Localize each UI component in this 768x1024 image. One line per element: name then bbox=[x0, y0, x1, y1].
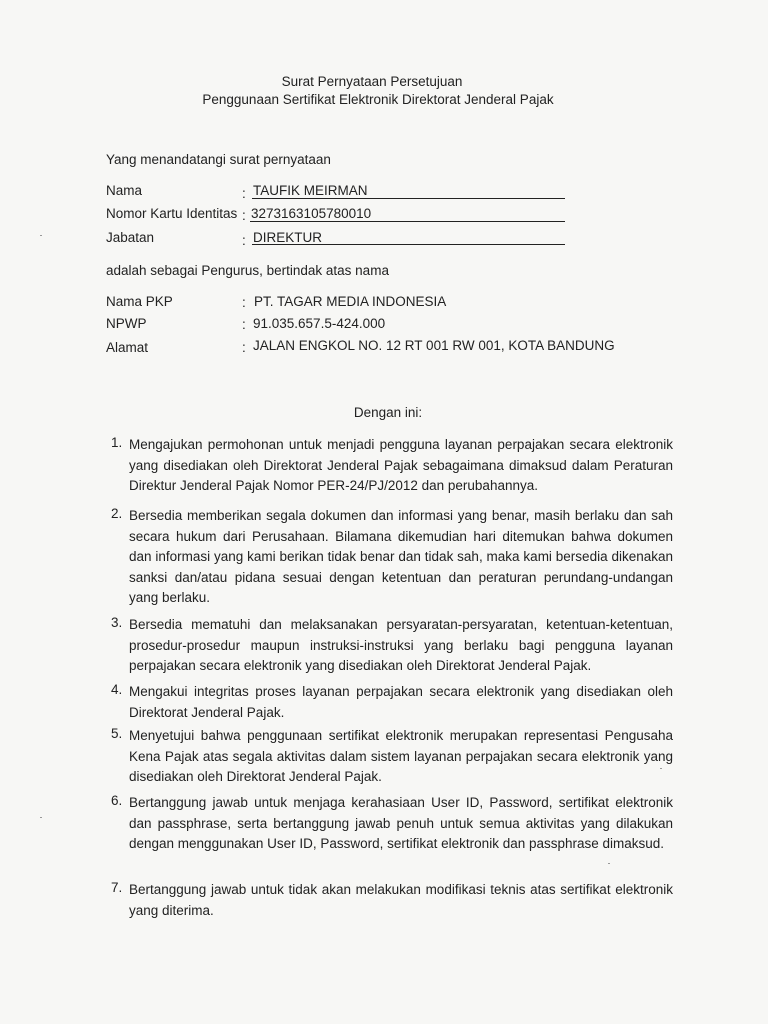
field-label: NPWP bbox=[106, 316, 147, 331]
on-behalf-text: adalah sebagai Pengurus, bertindak atas nama bbox=[106, 263, 389, 278]
document-subtitle: Penggunaan Sertifikat Elektronik Direktorat Jenderal Pajak bbox=[202, 92, 554, 107]
item-text: Bersedia memberikan segala dokumen dan informasi yang benar, masih berlaku dan sah secara hukum dari Perusahaan. Bilamana dikemudian hari ditemukan bahwa dokumen dan informasi yang kami berikan tidak benar dan tidak sah, maka kami bersedia dikenakan sanksi dan/atau pidana sesuai dengan ketentuan dan peraturan perundang-undangan yang berlaku. bbox=[129, 508, 673, 605]
field-label: Alamat bbox=[106, 340, 149, 355]
item-text: Mengakui integritas proses layanan perpajakan secara elektronik yang disediakan oleh Direktorat Jenderal Pajak. bbox=[129, 684, 673, 720]
item-number: 4. bbox=[111, 682, 123, 697]
field-label: Jabatan bbox=[106, 230, 155, 245]
scan-speck bbox=[660, 768, 662, 769]
item-text: Menyetujui bahwa penggunaan sertifikat elektronik merupakan representasi Pengusaha Kena Pajak atas segala aktivitas dalam sistem layanan perpajakan secara elektronik yang disediakan oleh Direktorat Jenderal Pajak. bbox=[129, 728, 673, 784]
company-name-value: PT. TAGAR MEDIA INDONESIA bbox=[254, 294, 447, 309]
field-colon: : bbox=[242, 186, 246, 201]
company-address-value: JALAN ENGKOL NO. 12 RT 001 RW 001, KOTA BANDUNG bbox=[253, 338, 615, 353]
company-npwp-value: 91.035.657.5-424.000 bbox=[253, 316, 386, 331]
document-title: Surat Pernyataan Persetujuan bbox=[281, 74, 463, 89]
field-label: Nama bbox=[106, 183, 143, 198]
intro-text: Yang menandatangi surat pernyataan bbox=[106, 152, 331, 167]
underline bbox=[252, 244, 565, 245]
item-number: 1. bbox=[111, 435, 123, 450]
signer-position-value: DIREKTUR bbox=[253, 230, 323, 245]
field-label: Nomor Kartu Identitas bbox=[106, 206, 238, 221]
field-label: Nama PKP bbox=[106, 294, 173, 309]
field-colon: : bbox=[242, 295, 246, 310]
underline bbox=[252, 198, 565, 199]
item-number: 5. bbox=[111, 726, 123, 741]
dengan-ini-heading: Dengan ini: bbox=[353, 405, 423, 420]
item-text: Bersedia mematuhi dan melaksanakan persyaratan-persyaratan, ketentuan-ketentuan, prosedur-prosedur maupun instruksi-instruksi yang berlaku bagi pengguna layanan perpajakan secara elektronik yang disediakan oleh Direktorat Jenderal Pajak. bbox=[129, 617, 673, 673]
scan-speck bbox=[40, 817, 42, 818]
signer-id-value: 3273163105780010 bbox=[251, 206, 372, 221]
item-number: 6. bbox=[111, 793, 123, 808]
underline bbox=[250, 221, 565, 222]
field-colon: : bbox=[242, 233, 246, 248]
field-colon: : bbox=[242, 340, 246, 355]
item-number: 2. bbox=[111, 506, 123, 521]
field-colon: : bbox=[242, 208, 246, 223]
scan-speck bbox=[608, 863, 610, 864]
signer-name-value: TAUFIK MEIRMAN bbox=[253, 183, 368, 198]
item-number: 7. bbox=[111, 880, 123, 895]
item-number: 3. bbox=[111, 615, 123, 630]
field-colon: : bbox=[242, 317, 246, 332]
scan-speck bbox=[40, 235, 42, 236]
item-text: Bertanggung jawab untuk menjaga kerahasiaan User ID, Password, sertifikat elektronik dan passphrase, serta bertanggung jawab penuh untuk semua aktivitas yang dilakukan dengan menggunakan User ID, Password, sertifikat elektronik dan passphrase dimaksud. bbox=[129, 795, 673, 851]
item-text: Bertanggung jawab untuk tidak akan melakukan modifikasi teknis atas sertifikat elektronik yang diterima. bbox=[129, 882, 673, 918]
item-text: Mengajukan permohonan untuk menjadi pengguna layanan perpajakan secara elektronik yang disediakan oleh Direktorat Jenderal Pajak sebagaimana dimaksud dalam Peraturan Direktur Jenderal Pajak Nomor PER-24/PJ/2012 dan perubahannya. bbox=[129, 437, 673, 493]
